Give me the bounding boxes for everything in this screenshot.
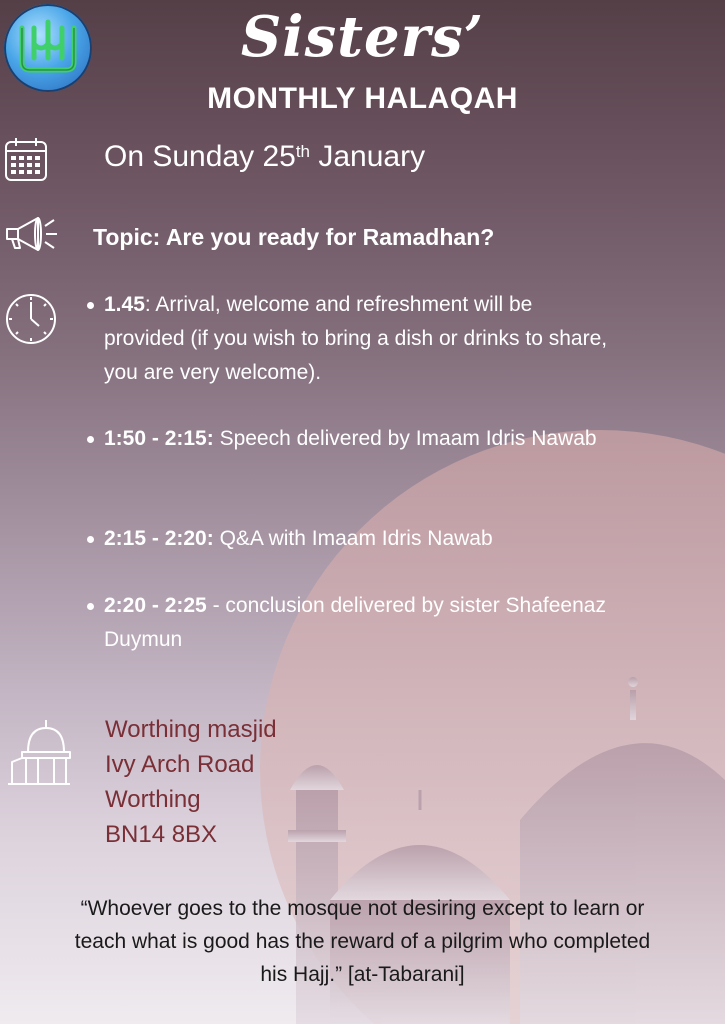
schedule-item: [84, 589, 614, 657]
schedule-text: Q&A with Imaam Idris Nawab: [219, 527, 493, 550]
schedule-separator: -: [206, 594, 226, 617]
schedule-text: Speech delivered by Imaam Idris Nawab: [219, 427, 597, 450]
quote-line: his Hajj.” [at-Tabarani]: [260, 963, 465, 986]
megaphone-icon: [4, 214, 60, 254]
schedule-text: conclusion delivered by sister Shafeenaz Duymun: [104, 594, 606, 651]
quote-line: teach what is good has the reward of a pilgrim who completed: [74, 930, 651, 953]
clock-icon: [4, 292, 58, 346]
schedule-time: 2:20 - 2:25: [104, 594, 207, 617]
address-block: [105, 712, 277, 852]
schedule-text: Arrival, welcome and refreshment will be provided (if you wish to bring a dish or drinks to share, you are very welcome).: [104, 293, 608, 384]
schedule-time: 2:15 - 2:20:: [104, 527, 214, 550]
quote-line: “Whoever goes to the mosque not desiring except to learn or: [80, 897, 645, 920]
title-script: Sisters’: [240, 4, 485, 70]
schedule-time: 1.45: [104, 293, 145, 316]
address-line: BN14 8BX: [105, 821, 218, 848]
date-ordinal: th: [295, 142, 310, 161]
hadith-quote: [0, 892, 725, 991]
topic-heading: Topic: Are you ready for Ramadhan?: [93, 224, 495, 250]
address-line: Ivy Arch Road: [105, 751, 255, 778]
schedule-separator: :: [144, 293, 156, 316]
schedule-item: [84, 422, 614, 456]
mosque-icon: [4, 718, 74, 786]
schedule-item: [84, 288, 614, 390]
address-line: Worthing: [105, 786, 201, 813]
schedule-time: 1:50 - 2:15:: [104, 427, 214, 450]
schedule-item: [84, 522, 614, 556]
calendar-icon: [4, 136, 48, 182]
event-date: [104, 140, 425, 174]
title-main: MONTHLY HALAQAH: [207, 82, 518, 115]
address-line: Worthing masjid: [105, 716, 277, 743]
date-prefix: On Sunday 25: [104, 140, 296, 173]
date-month: January: [310, 140, 426, 173]
